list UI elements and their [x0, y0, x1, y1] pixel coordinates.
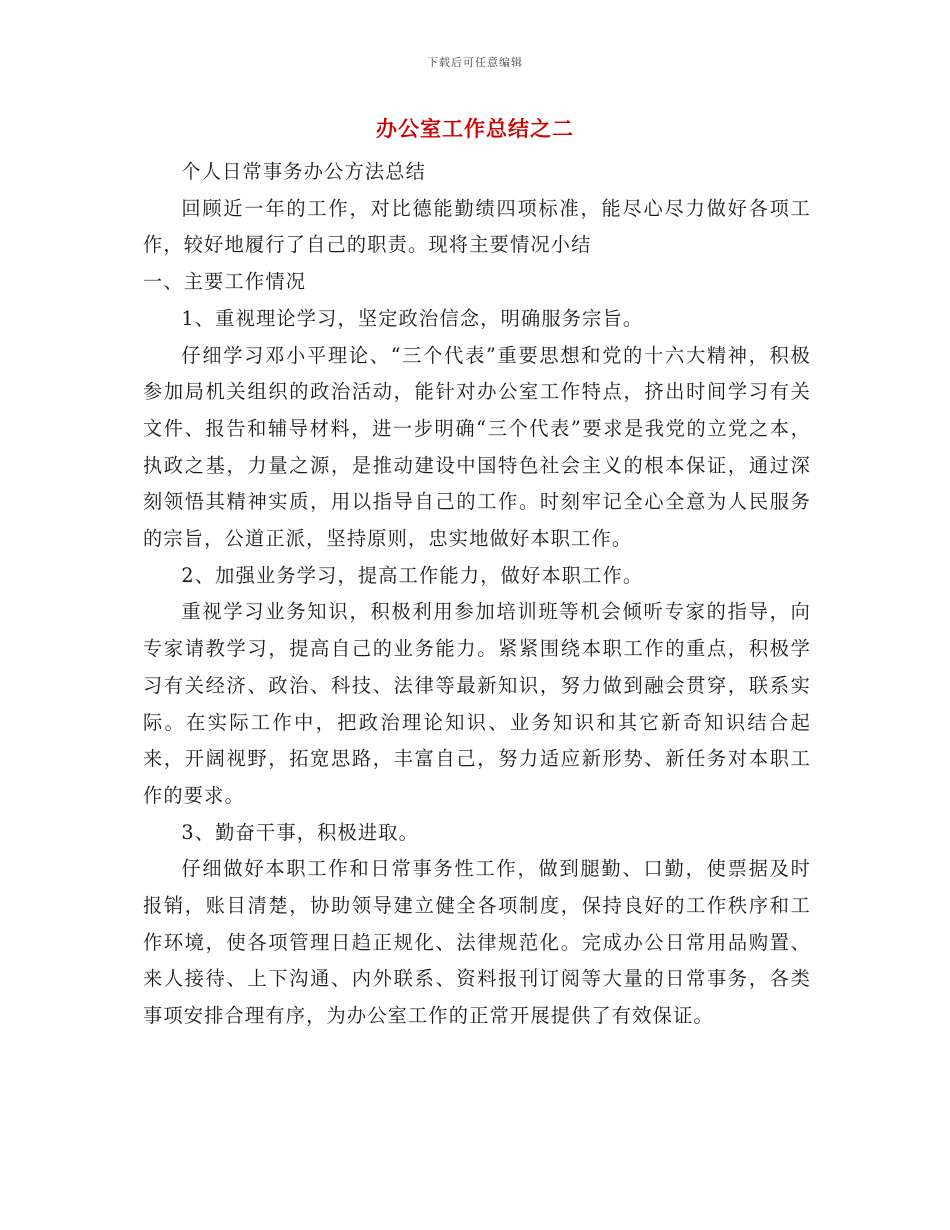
paragraph-item-3: 仔细做好本职工作和日常事务性工作，做到腿勤、口勤，使票据及时报销，账目清楚，协助领导建立健全各项制度，保持良好的工作秩序和工作环境，使各项管理日趋正规化、法律规范化。完成办公日常用品购置、来人接待、上下沟通、内外联系、资料报刊订阅等大量的日常事务，各类事项安排合理有序，为办公室工作的正常开展提供了有效保证。	[143, 857, 811, 1028]
item-heading-1: 1、重视理论学习，坚定政治信念，明确服务宗旨。	[181, 306, 644, 330]
document-body	[143, 154, 811, 1035]
paragraph-item-1: 仔细学习邓小平理论、“三个代表”重要思想和党的十六大精神，积极参加局机关组织的政治活动，能针对办公室工作特点，挤出时间学习有关文件、报告和辅导材料，进一步明确“三个代表”要求是我党的立党之本，执政之基，力量之源，是推动建设中国特色社会主义的根本保证，通过深刻领悟其精神实质，用以指导自己的工作。时刻牢记全心全意为人民服务的宗旨，公道正派，坚持原则，忠实地做好本职工作。	[143, 343, 811, 551]
paragraph-item-2: 重视学习业务知识，积极利用参加培训班等机会倾听专家的指导，向专家请教学习，提高自己的业务能力。紧紧围绕本职工作的重点，积极学习有关经济、政治、科技、法律等最新知识，努力做到融会贯穿，联系实际。在实际工作中，把政治理论知识、业务知识和其它新奇知识结合起来，开阔视野，拓宽思路，丰富自己，努力适应新形势、新任务对本职工作的要求。	[143, 600, 811, 807]
section-heading: 一、主要工作情况	[143, 270, 307, 294]
paragraph-subtitle: 个人日常事务办公方法总结	[181, 160, 427, 183]
document-title: 办公室工作总结之二	[376, 117, 574, 141]
item-heading-2: 2、加强业务学习，提高工作能力，做好本职工作。	[181, 563, 644, 587]
item-heading-3: 3、勤奋干事，积极进取。	[181, 820, 420, 844]
paragraph-intro: 回顾近一年的工作，对比德能勤绩四项标准，能尽心尽力做好各项工作，较好地履行了自己的职责。现将主要情况小结	[143, 196, 811, 257]
header-note: 下载后可任意编辑	[427, 56, 523, 69]
